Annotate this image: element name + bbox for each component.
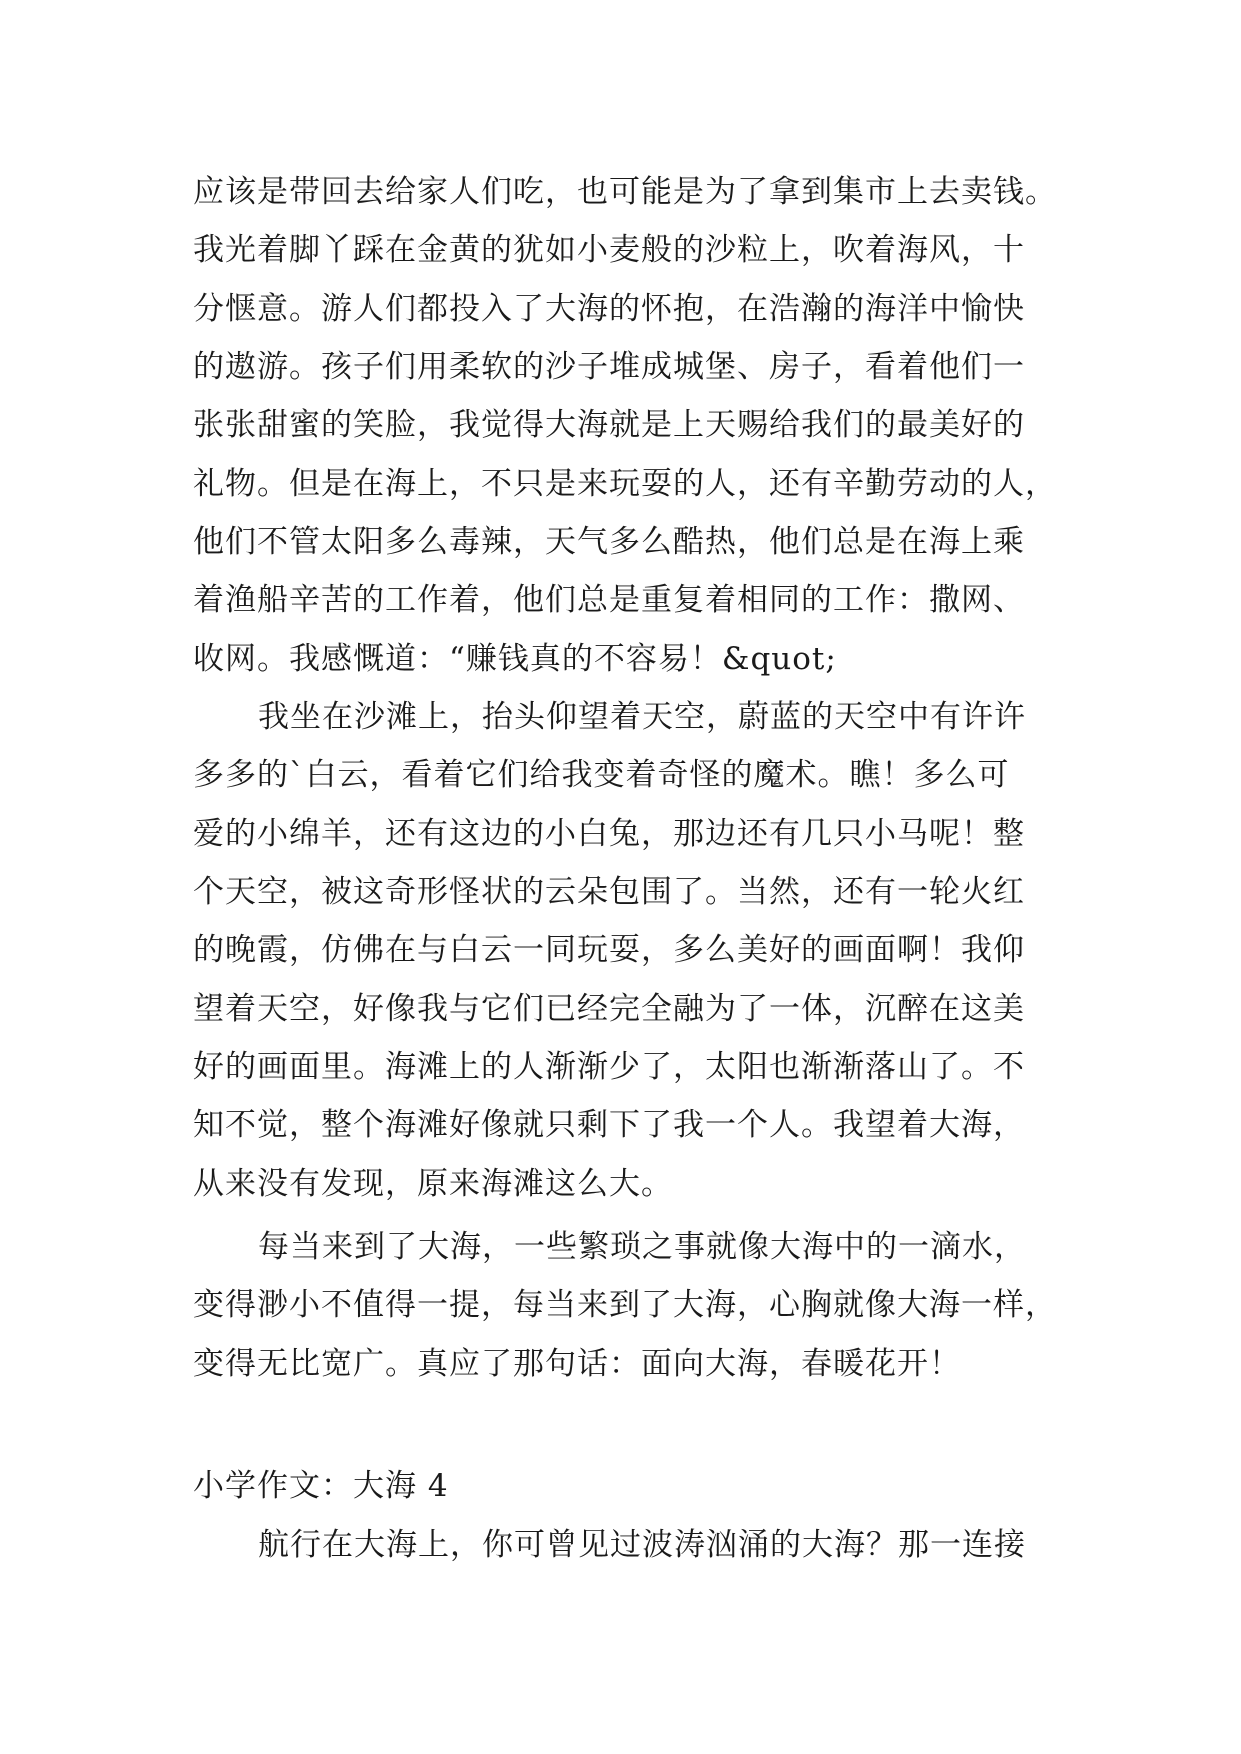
text-line: 爱的小绵羊，还有这边的小白兔，那边还有几只小马呢！整 xyxy=(193,816,1025,852)
text-line: 张张甜蜜的笑脸，我觉得大海就是上天赐给我们的最美好的 xyxy=(193,407,1025,443)
text-line: 礼物。但是在海上，不只是来玩耍的人，还有辛勤劳动的人， xyxy=(193,466,1057,502)
text-line: 收网。我感慨道：“赚钱真的不容易！&quot; xyxy=(193,641,837,677)
text-line: 分惬意。游人们都投入了大海的怀抱，在浩瀚的海洋中愉快 xyxy=(193,291,1025,327)
text-line: 个天空，被这奇形怪状的云朵包围了。当然，还有一轮火红 xyxy=(193,874,1025,910)
text-line: 变得渺小不值得一提，每当来到了大海，心胸就像大海一样， xyxy=(193,1287,1057,1323)
text-line: 多多的`白云，看着它们给我变着奇怪的魔术。瞧！多么可 xyxy=(193,757,1010,793)
text-line: 着渔船辛苦的工作着，他们总是重复着相同的工作：撒网、 xyxy=(193,582,1025,618)
text-line: 的晚霞，仿佛在与白云一同玩耍，多么美好的画面啊！我仰 xyxy=(193,932,1025,968)
text-line: 从来没有发现，原来海滩这么大。 xyxy=(193,1166,673,1202)
text-line: 望着天空，好像我与它们已经完全融为了一体，沉醉在这美 xyxy=(193,991,1025,1027)
section-title: 小学作文：大海 4 xyxy=(193,1468,449,1504)
text-line: 变得无比宽广。真应了那句话：面向大海，春暖花开！ xyxy=(193,1346,961,1382)
text-line: 我光着脚丫踩在金黄的犹如小麦般的沙粒上，吹着海风，十 xyxy=(193,232,1025,268)
text-line: 的遨游。孩子们用柔软的沙子堆成城堡、房子，看着他们一 xyxy=(193,349,1025,385)
text-line: 他们不管太阳多么毒辣，天气多么酷热，他们总是在海上乘 xyxy=(193,524,1025,560)
text-line: 每当来到了大海，一些繁琐之事就像大海中的一滴水， xyxy=(258,1229,1026,1265)
text-line: 航行在大海上，你可曾见过波涛汹涌的大海？那一连接 xyxy=(258,1527,1026,1563)
text-line: 知不觉，整个海滩好像就只剩下了我一个人。我望着大海， xyxy=(193,1107,1025,1143)
text-line: 应该是带回去给家人们吃，也可能是为了拿到集市上去卖钱。 xyxy=(193,174,1057,210)
text-line: 好的画面里。海滩上的人渐渐少了，太阳也渐渐落山了。不 xyxy=(193,1049,1025,1085)
text-line: 我坐在沙滩上，抬头仰望着天空，蔚蓝的天空中有许许 xyxy=(258,699,1026,735)
